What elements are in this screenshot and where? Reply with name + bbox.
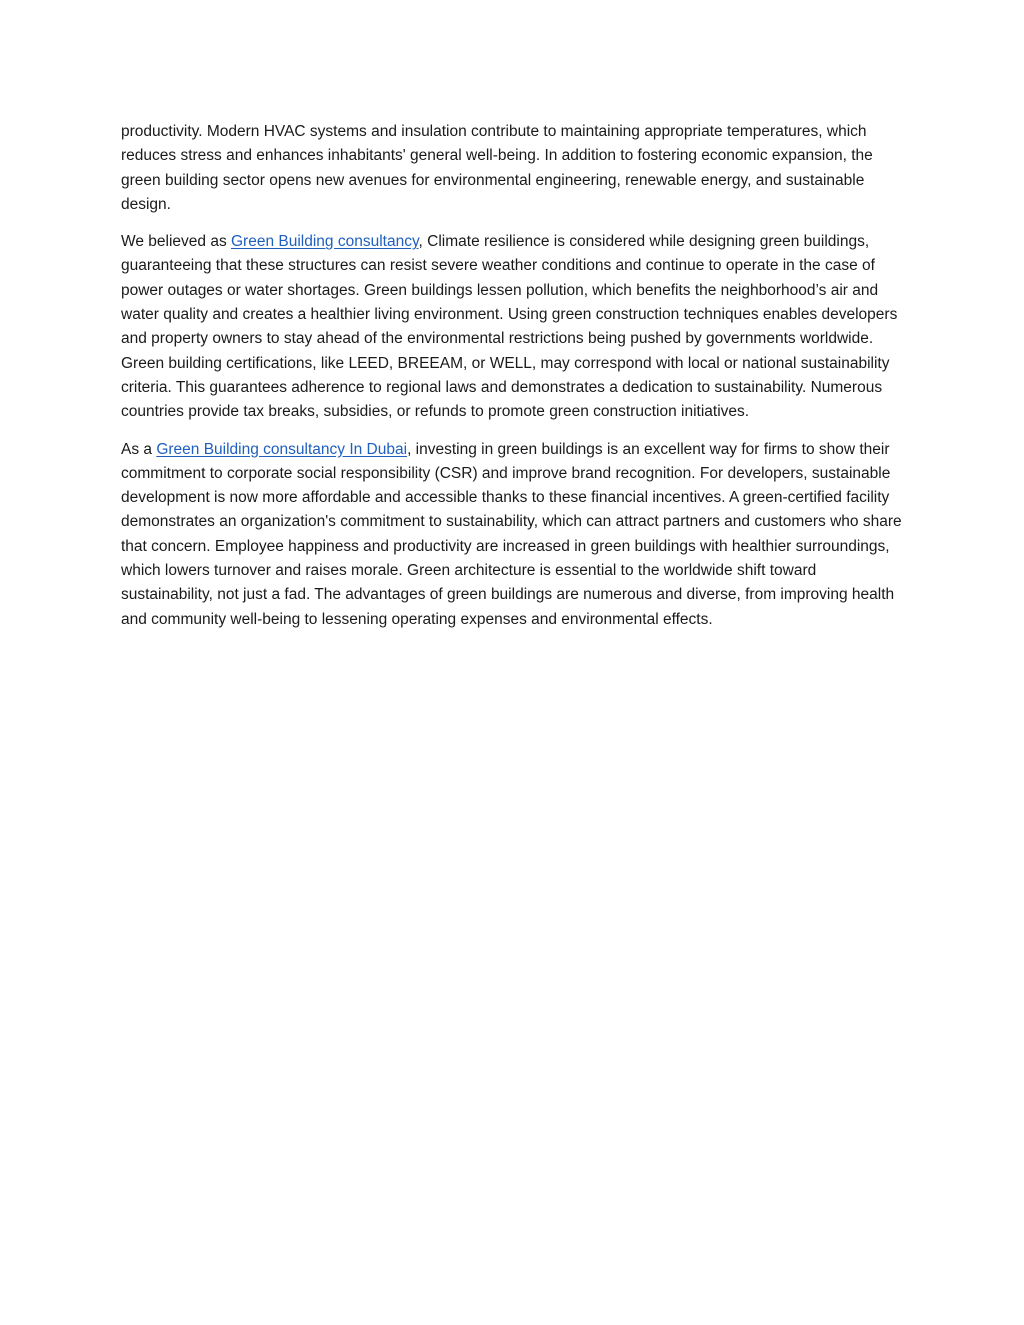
paragraph-1 bbox=[121, 120, 906, 217]
paragraph-3 bbox=[121, 438, 906, 632]
paragraph-2 bbox=[121, 230, 906, 424]
green-building-consultancy-dubai-link[interactable]: Green Building consultancy In Dubai bbox=[156, 440, 408, 458]
green-building-consultancy-link[interactable]: Green Building consultancy bbox=[231, 233, 419, 251]
paragraph-2-body: , Climate resilience is considered while designing green buildings, guaranteeing that these structures can resist severe weather conditions and continue to operate in the case of power outages or water shortages. Green buildings lessen pollution, which benefits the neighborhood’s air and water quality and creates a healthier living environment. Using green construction techniques enables developers and property owners to stay ahead of the environmental restrictions being pushed by governments worldwide. Green building certifications, like LEED, BREEAM, or WELL, may correspond with local or national sustainability criteria. This guarantees adherence to regional laws and demonstrates a dedication to sustainability. Numerous countries provide tax breaks, subsidies, or refunds to promote green construction initiatives. bbox=[121, 233, 898, 421]
paragraph-3-body: , investing in green buildings is an excellent way for firms to show their commitment to corporate social responsibility (CSR) and improve brand recognition. For developers, sustainable development is now more affordable and accessible thanks to these financial incentives. A green-certified facility demonstrates an organization's commitment to sustainability, which can attract partners and customers who share that concern. Employee happiness and productivity are increased in green buildings with healthier surroundings, which lowers turnover and raises morale. Green architecture is essential to the worldwide shift toward sustainability, not just a fad. The advantages of green buildings are numerous and diverse, from improving health and community well-being to lessening operating expenses and environmental effects. bbox=[121, 440, 902, 628]
paragraph-2-lead: We believed as bbox=[121, 233, 231, 251]
paragraph-1-text: productivity. Modern HVAC systems and insulation contribute to maintaining appropriate temperatures, which reduces stress and enhances inhabitants' general well-being. In addition to fostering economic expansion, the green building sector opens new avenues for environmental engineering, renewable energy, and sustainable design. bbox=[121, 123, 873, 213]
document-page bbox=[121, 120, 906, 645]
paragraph-3-lead: As a bbox=[121, 440, 157, 458]
